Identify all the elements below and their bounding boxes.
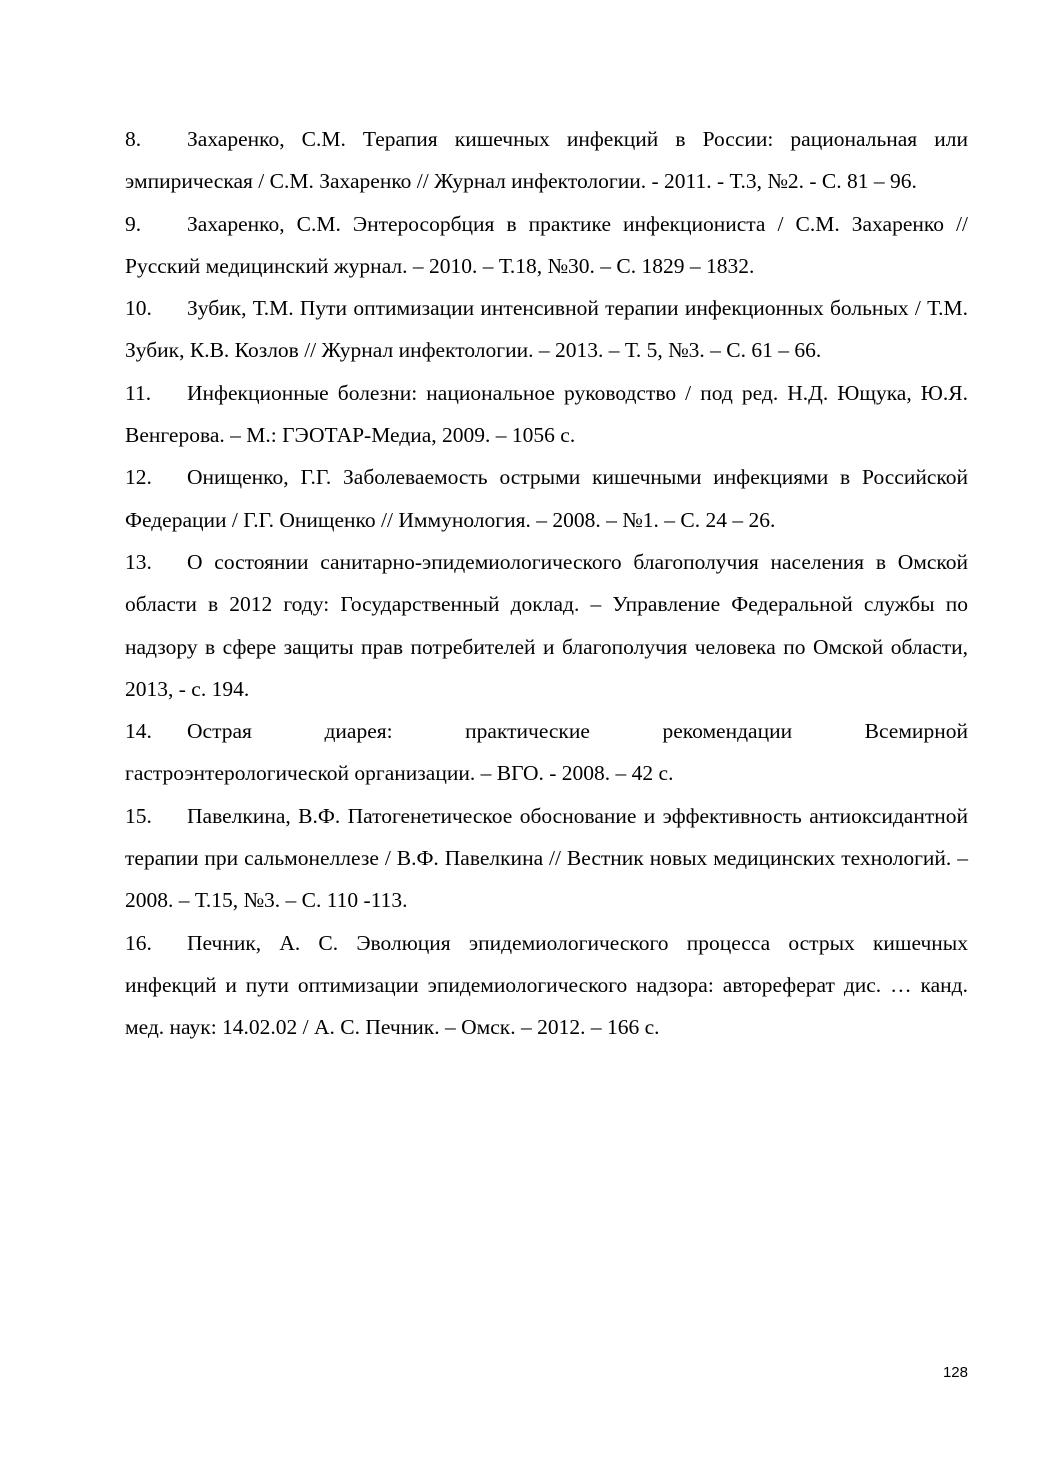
reference-item-10: [125, 287, 968, 372]
reference-item-12: [125, 456, 968, 541]
reference-number: 11.: [125, 380, 152, 405]
reference-text: Зубик, Т.М. Пути оптимизации интенсивной терапии инфекционных больных / Т.М. Зубик, К.В. Козлов // Журнал инфектологии. – 2013. – Т. 5, №3. – С. 61 – 66.: [125, 296, 968, 363]
reference-word: практические: [465, 719, 590, 744]
reference-item-11: [125, 372, 968, 457]
reference-number: 13.: [125, 549, 152, 574]
reference-word: Острая: [187, 719, 252, 744]
reference-number: 9.: [125, 211, 142, 236]
reference-item-15: [125, 795, 968, 922]
reference-item-13: [125, 541, 968, 710]
reference-word: диарея:: [324, 719, 393, 744]
reference-number: 16.: [125, 930, 152, 955]
reference-text: Павелкина, В.Ф. Патогенетическое обоснование и эффективность антиоксидантной терапии при сальмонеллезе / В.Ф. Павелкина // Вестник новых медицинских технологий. – 2008. – Т.15, №3. – С. 110 -113.: [125, 803, 968, 913]
reference-first-line-left: [125, 710, 252, 752]
reference-item-16: [125, 922, 968, 1049]
reference-number: 8.: [125, 127, 142, 151]
reference-item-8: [125, 118, 968, 203]
reference-list: [125, 118, 968, 1049]
reference-number: 10.: [125, 296, 152, 321]
reference-text: Печник, А. С. Эволюция эпидемиологического процесса острых кишечных инфекций и пути оптимизации эпидемиологического надзора: автореферат дис. … канд. мед. наук: 14.02.02 / А. С. Печник. – Омск. – 2012. – 166 с.: [125, 930, 968, 1040]
reference-number: 15.: [125, 803, 152, 828]
reference-number: 14.: [125, 719, 152, 744]
reference-text: Захаренко, С.М. Энтеросорбция в практике инфекциониста / С.М. Захаренко // Русский медицинский журнал. – 2010. – Т.18, №30. – С. 1829 – 1832.: [125, 211, 968, 278]
reference-text: Захаренко, С.М. Терапия кишечных инфекций в России: рациональная или эмпирическая / С.М. Захаренко // Журнал инфектологии. - 2011. - Т.3, №2. - С. 81 – 96.: [125, 127, 968, 194]
reference-text: О состоянии санитарно-эпидемиологического благополучия населения в Омской области в 2012 году: Государственный доклад. – Управление Федеральной службы по надзору в сфере защиты прав потребителей и благополучия человека по Омской области, 2013, - с. 194.: [125, 549, 968, 701]
reference-word: рекомендации: [662, 719, 793, 744]
reference-item-14: [125, 710, 968, 795]
page-number: 128: [942, 1364, 968, 1381]
reference-text: Онищенко, Г.Г. Заболеваемость острыми кишечными инфекциями в Российской Федерации / Г.Г. Онищенко // Иммунология. – 2008. – №1. – С. 24 – 26.: [125, 465, 968, 532]
reference-text: Инфекционные болезни: национальное руководство / под ред. Н.Д. Ющука, Ю.Я. Венгерова. – М.: ГЭОТАР-Медиа, 2009. – 1056 с.: [125, 380, 968, 448]
reference-number: 12.: [125, 465, 152, 490]
reference-item-9: [125, 203, 968, 288]
reference-word: Всемирной: [864, 719, 968, 744]
reference-first-line: [125, 710, 968, 752]
reference-text: гастроэнтерологической организации. – ВГО. - 2008. – 42 с.: [125, 761, 674, 786]
